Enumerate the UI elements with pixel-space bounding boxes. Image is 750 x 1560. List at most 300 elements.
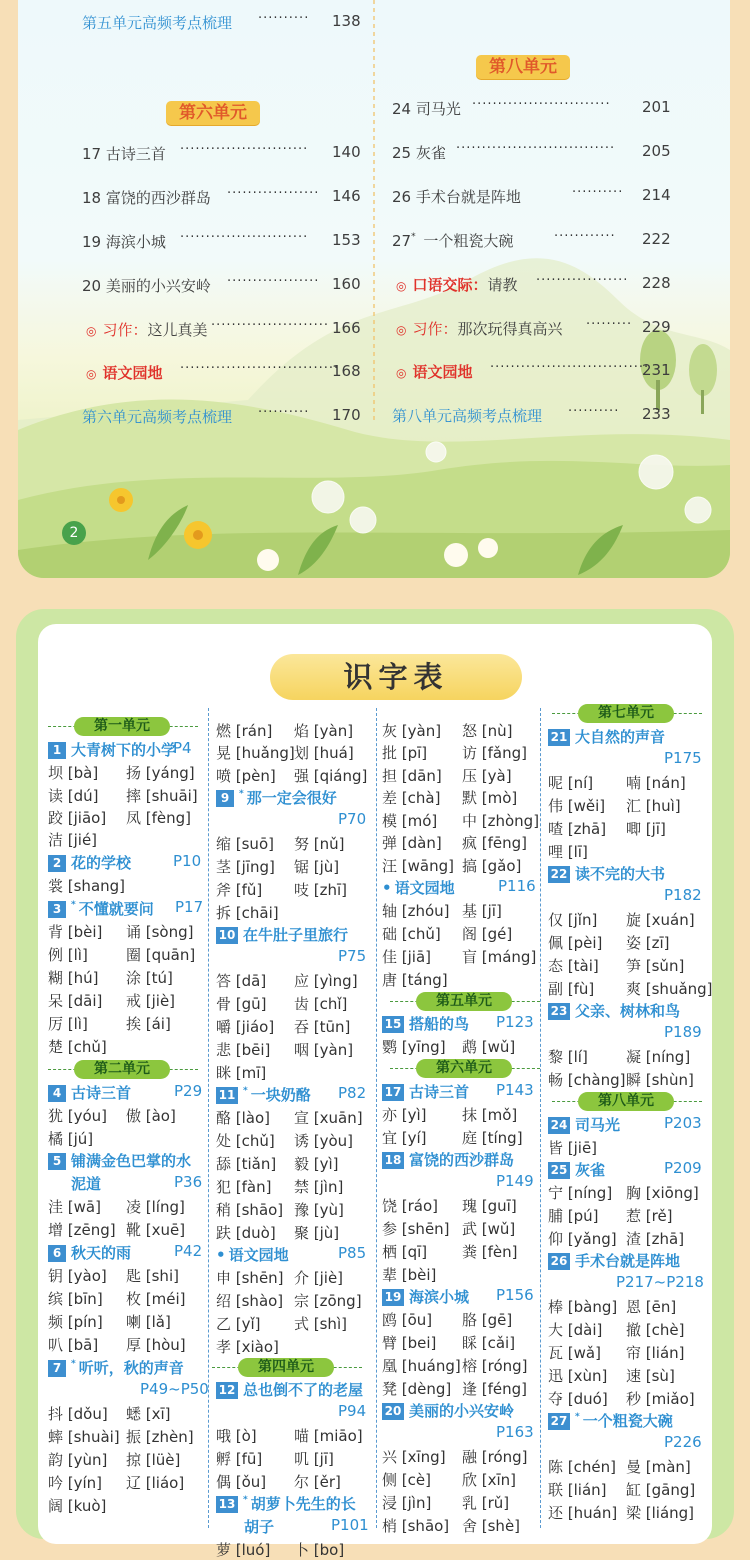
char-entry: 强 [qiáng] — [294, 767, 368, 785]
char-entry: 哩 [lī] — [548, 843, 588, 861]
lesson-number-badge: 21 — [548, 729, 570, 746]
char-entry: 黎 [lí] — [548, 1048, 588, 1066]
char-entry: 茎 [jīng] — [216, 858, 275, 876]
lesson-number-badge: 12 — [216, 1382, 238, 1399]
lesson-name: 手术台就是阵地 — [575, 1252, 681, 1270]
toc-line-label: 口语交际： — [412, 276, 488, 294]
char-entry: 笋 [sǔn] — [626, 957, 685, 975]
char-entry: 唐 [táng] — [382, 971, 448, 989]
lesson-number-badge: 9 — [216, 790, 234, 807]
page-number-badge: 2 — [62, 521, 86, 545]
lesson-number-badge: 11 — [216, 1087, 238, 1104]
char-entry: 洁 [jié] — [48, 831, 98, 849]
toc-page — [18, 0, 730, 578]
toc-line-label: 语文园地 — [412, 363, 473, 381]
toc-line-title: 第六单元高频考点梳理 — [82, 408, 233, 426]
char-entry: 还 [huán] — [548, 1504, 618, 1522]
lesson-title[interactable] — [48, 1242, 131, 1263]
char-entry: 帘 [lián] — [626, 1344, 685, 1362]
lesson-page-ref: P29 — [174, 1082, 203, 1100]
char-entry: 胸 [xiōng] — [626, 1184, 699, 1202]
char-entry: 批 [pī] — [382, 744, 428, 762]
toc-leader-dots: ·········· — [572, 185, 624, 200]
toc-line-title: 一个粗瓷大碗 — [423, 232, 514, 250]
lesson-page-ref: P4 — [173, 739, 192, 757]
char-entry: 默 [mò] — [462, 789, 518, 807]
char-entry: 毅 [yì] — [294, 1155, 339, 1173]
lesson-name: 美丽的小兴安岭 — [409, 1402, 515, 1420]
char-entry: 缩 [suō] — [216, 835, 274, 853]
char-entry: 式 [shì] — [294, 1315, 347, 1333]
char-entry: 糊 [hú] — [48, 969, 99, 987]
lesson-title[interactable] — [382, 1081, 469, 1102]
char-entry: 厉 [lì] — [48, 1015, 88, 1033]
lesson-name: 语文园地 — [394, 879, 455, 897]
lesson-title-cont: 泥道 — [71, 1175, 102, 1193]
char-entry: 戒 [jiè] — [126, 992, 176, 1010]
lesson-title[interactable] — [382, 877, 455, 898]
lesson-title[interactable] — [548, 1410, 673, 1431]
toc-leader-dots: ························· — [180, 142, 309, 157]
toc-line-lesson-20[interactable] — [82, 275, 382, 296]
char-entry: 吞 [tūn] — [294, 1018, 351, 1036]
toc-line-title: 20 美丽的小兴安岭 — [82, 277, 211, 295]
char-entry: 皆 [jiē] — [548, 1139, 598, 1157]
toc-line-page: 140 — [332, 143, 361, 161]
toc-leader-dots: ······················· — [211, 318, 330, 333]
toc-line-title: 那次玩得真高兴 — [457, 320, 563, 338]
lesson-page-ref: P226 — [664, 1433, 702, 1451]
lesson-name: 司马光 — [575, 1116, 621, 1134]
char-entry: 眯 [mī] — [216, 1064, 267, 1082]
char-entry: 孝 [xiào] — [216, 1338, 279, 1356]
char-entry: 申 [shēn] — [216, 1269, 284, 1287]
char-entry: 喳 [zhā] — [548, 820, 607, 838]
lesson-number-badge: 23 — [548, 1003, 570, 1020]
unit-heading-label: 第四单元 — [238, 1358, 334, 1377]
page-title: 识字表 — [343, 660, 449, 694]
toc-line-xizuo-8[interactable] — [396, 318, 692, 339]
char-entry: 梁 [liáng] — [626, 1504, 695, 1522]
toc-line-page: 170 — [332, 406, 361, 424]
char-entry: 蟀 [shuài] — [48, 1428, 120, 1446]
lesson-name: 那一定会很好 — [246, 789, 337, 807]
char-entry: 酪 [lào] — [216, 1109, 271, 1127]
char-entry: 鸥 [ōu] — [382, 1311, 433, 1329]
toc-line-lesson-19[interactable] — [82, 231, 382, 252]
lesson-title[interactable] — [548, 863, 665, 884]
char-entry: 坝 [bà] — [48, 764, 99, 782]
char-entry: 夺 [duó] — [548, 1390, 608, 1408]
char-entry: 棒 [bàng] — [548, 1298, 618, 1316]
lesson-number-badge: 24 — [548, 1117, 570, 1134]
toc-line-kouyu-8[interactable] — [396, 274, 692, 295]
char-entry: 瞬 [shùn] — [626, 1071, 694, 1089]
char-entry: 阁 [gé] — [462, 925, 513, 943]
lesson-title[interactable] — [216, 1244, 289, 1265]
lesson-page-ref: P85 — [338, 1244, 367, 1262]
lesson-page-ref: P163 — [496, 1423, 534, 1441]
char-entry: 枚 [méi] — [126, 1290, 186, 1308]
lesson-name: 海滨小城 — [409, 1288, 470, 1306]
lesson-number-badge: 20 — [382, 1403, 404, 1420]
lesson-title[interactable] — [48, 1357, 184, 1378]
lesson-page-ref: P82 — [338, 1084, 367, 1102]
toc-line-title: 25 灰雀 — [392, 144, 446, 162]
toc-line-title: 19 海滨小城 — [82, 233, 166, 251]
char-entry: 掠 [lüè] — [126, 1451, 181, 1469]
char-entry: 担 [dān] — [382, 767, 442, 785]
lesson-name: 胡萝卜先生的长 — [250, 1495, 356, 1513]
char-entry: 嚼 [jiáo] — [216, 1018, 275, 1036]
lesson-name: 古诗三首 — [409, 1083, 470, 1101]
toc-line-label: 习作： — [102, 321, 148, 339]
char-entry: 凤 [fèng] — [126, 809, 192, 827]
toc-line-page: 214 — [642, 186, 671, 204]
lesson-number-badge: 1 — [48, 742, 66, 759]
char-entry: 佩 [pèi] — [548, 934, 603, 952]
toc-leader-dots: ············ — [554, 229, 616, 244]
lesson-number-badge: 4 — [48, 1085, 66, 1102]
char-entry: 恩 [ēn] — [626, 1298, 677, 1316]
char-entry: 轴 [zhóu] — [382, 902, 450, 920]
lesson-title[interactable] — [216, 1084, 311, 1105]
column-divider — [376, 708, 377, 1528]
char-entry: 答 [dā] — [216, 972, 267, 990]
toc-line-page: 160 — [332, 275, 361, 293]
star-mark-icon: * — [71, 900, 76, 910]
star-mark-icon: * — [411, 232, 416, 242]
char-entry: 宜 [yí] — [382, 1129, 427, 1147]
unit-heading-label: 第二单元 — [74, 1060, 170, 1079]
char-entry: 撤 [chè] — [626, 1321, 685, 1339]
char-entry: 瑰 [guī] — [462, 1197, 517, 1215]
char-entry: 扬 [yáng] — [126, 764, 195, 782]
char-entry: 萝 [luó] — [216, 1541, 271, 1559]
ring-bullet-icon: ◎ — [396, 279, 407, 293]
lesson-page-ref: P217~P218 — [616, 1273, 704, 1291]
char-entry: 乳 [rǔ] — [462, 1494, 510, 1512]
lesson-name: 在牛肚子里旅行 — [243, 926, 349, 944]
lesson-title[interactable] — [48, 1082, 131, 1103]
char-entry: 仰 [yǎng] — [548, 1230, 617, 1248]
char-entry: 傲 [ào] — [126, 1107, 176, 1125]
char-entry: 汇 [huì] — [626, 797, 681, 815]
lesson-number-badge: 10 — [216, 927, 238, 944]
char-entry: 拆 [chāi] — [216, 904, 279, 922]
lesson-page-ref: P116 — [498, 877, 536, 895]
char-entry: 圈 [quān] — [126, 946, 196, 964]
char-entry: 禁 [jìn] — [294, 1178, 344, 1196]
toc-line-page: 201 — [642, 98, 671, 116]
lesson-name: 不懂就要问 — [78, 900, 154, 918]
lesson-title[interactable] — [48, 1150, 191, 1171]
unit-heading-label: 第一单元 — [74, 717, 170, 736]
char-entry: 凳 [dèng] — [382, 1380, 452, 1398]
lesson-title[interactable] — [548, 726, 665, 747]
char-entry: 频 [pín] — [48, 1313, 103, 1331]
char-entry: 舔 [tiǎn] — [216, 1155, 277, 1173]
char-entry: 吱 [zhī] — [294, 881, 348, 899]
char-entry: 挨 [ái] — [126, 1015, 171, 1033]
shizibiao-card — [38, 624, 713, 1559]
lesson-title[interactable] — [48, 852, 131, 873]
lesson-page-ref: P94 — [338, 1402, 367, 1420]
char-entry: 犹 [yóu] — [48, 1107, 108, 1125]
lesson-name: 铺满金色巴掌的水 — [71, 1152, 192, 1170]
lesson-title[interactable] — [382, 1013, 469, 1034]
char-entry: 渣 [zhā] — [626, 1230, 685, 1248]
char-entry: 洼 [wā] — [48, 1198, 101, 1216]
char-entry: 喃 [nán] — [626, 774, 686, 792]
bullet-dot-icon: • — [216, 1246, 226, 1264]
toc-leader-dots: ······························· — [490, 360, 650, 375]
lesson-name: 古诗三首 — [71, 1084, 132, 1102]
char-entry: 缸 [gāng] — [626, 1481, 696, 1499]
lesson-page-ref: P189 — [664, 1023, 702, 1041]
lesson-page-ref: P123 — [496, 1013, 534, 1031]
column-divider — [540, 708, 541, 1528]
toc-line-page: 231 — [642, 361, 671, 379]
toc-line-page: 233 — [642, 405, 671, 423]
lesson-name: 搭船的鸟 — [409, 1015, 470, 1033]
lesson-name: 大青树下的小学 — [71, 741, 177, 759]
unit-heading — [390, 992, 538, 1012]
unit-heading-label: 第八单元 — [578, 1092, 674, 1111]
bullet-dot-icon: • — [382, 879, 392, 897]
lesson-page-ref: P149 — [496, 1172, 534, 1190]
unit-heading — [212, 1358, 360, 1378]
toc-line-page: 166 — [332, 319, 361, 337]
unit-heading-label: 第六单元 — [416, 1059, 512, 1078]
char-entry: 凝 [níng] — [626, 1048, 691, 1066]
toc-line-title: 第八单元高频考点梳理 — [392, 407, 543, 425]
toc-line-lesson-24[interactable] — [392, 98, 692, 119]
lesson-title[interactable] — [382, 1400, 514, 1421]
char-entry: 摔 [shuāi] — [126, 787, 198, 805]
lesson-name: 一块奶酪 — [250, 1086, 311, 1104]
ring-bullet-icon: ◎ — [396, 366, 407, 380]
char-entry: 呢 [ní] — [548, 774, 594, 792]
char-entry: 饶 [ráo] — [382, 1197, 439, 1215]
char-entry: 侧 [cè] — [382, 1471, 431, 1489]
lesson-title[interactable] — [216, 1379, 363, 1400]
char-entry: 怒 [nù] — [462, 722, 513, 740]
unit-heading — [48, 717, 196, 737]
lesson-name: 读不完的大书 — [575, 865, 666, 883]
toc-line-page: 229 — [642, 318, 671, 336]
char-entry: 梢 [shāo] — [382, 1517, 450, 1535]
char-entry: 凰 [huáng] — [382, 1357, 461, 1375]
lesson-title[interactable] — [382, 1286, 469, 1307]
lesson-name: 花的学校 — [71, 854, 132, 872]
lesson-title[interactable] — [548, 1159, 605, 1180]
lesson-page-ref: P36 — [174, 1173, 203, 1191]
toc-leader-dots: ·················· — [227, 186, 320, 201]
lesson-number-badge: 18 — [382, 1152, 404, 1169]
lesson-name: 总也倒不了的老屋 — [243, 1381, 364, 1399]
lesson-page-ref: P101 — [331, 1516, 369, 1534]
lesson-page-ref: P49~P50 — [140, 1380, 209, 1398]
char-entry: 处 [chǔ] — [216, 1132, 275, 1150]
lesson-title[interactable] — [216, 924, 348, 945]
char-entry: 匙 [shi] — [126, 1267, 179, 1285]
char-entry: 栖 [qī] — [382, 1243, 428, 1261]
char-entry: 蟋 [xī] — [126, 1405, 171, 1423]
char-entry: 融 [róng] — [462, 1448, 528, 1466]
star-mark-icon: * — [243, 1495, 248, 1505]
char-entry: 抖 [dǒu] — [48, 1405, 108, 1423]
char-entry: 参 [shēn] — [382, 1220, 450, 1238]
char-entry: 姿 [zī] — [626, 934, 670, 952]
toc-line-summary-unit5[interactable] — [82, 12, 382, 33]
char-entry: 锯 [jù] — [294, 858, 340, 876]
char-entry: 齿 [chǐ] — [294, 995, 348, 1013]
char-entry: 稍 [shāo] — [216, 1201, 284, 1219]
char-entry: 搞 [gǎo] — [462, 857, 522, 875]
char-entry: 速 [sù] — [626, 1367, 675, 1385]
char-entry: 卜 [bo] — [294, 1541, 345, 1559]
char-entry: 努 [nǔ] — [294, 835, 345, 853]
toc-line-lesson-26[interactable] — [392, 186, 692, 207]
toc-line-label: 语文园地 — [102, 364, 163, 382]
char-entry: 欣 [xīn] — [462, 1471, 517, 1489]
toc-line-page: 146 — [332, 187, 361, 205]
char-entry: 骨 [gū] — [216, 995, 267, 1013]
char-entry: 联 [lián] — [548, 1481, 607, 1499]
lesson-page-ref: P143 — [496, 1081, 534, 1099]
lesson-title[interactable] — [48, 739, 176, 760]
lesson-page-ref: P75 — [338, 947, 367, 965]
char-entry: 胳 [gē] — [462, 1311, 513, 1329]
char-entry: 差 [chà] — [382, 789, 441, 807]
char-entry: 裳 [shang] — [48, 877, 126, 895]
lesson-number-badge: 15 — [382, 1016, 404, 1033]
char-entry: 兴 [xīng] — [382, 1448, 446, 1466]
ring-bullet-icon: ◎ — [86, 324, 97, 338]
unit-heading — [552, 704, 700, 724]
toc-line-summary-unit6[interactable] — [82, 406, 382, 427]
char-entry: 读 [dú] — [48, 787, 99, 805]
lesson-number-badge: 27 — [548, 1413, 570, 1430]
char-entry: 中 [zhòng] — [462, 812, 540, 830]
lesson-number-badge: 6 — [48, 1245, 66, 1262]
toc-line-yuandi-8[interactable] — [396, 361, 692, 382]
lesson-title[interactable] — [382, 1149, 514, 1170]
toc-leader-dots: ··························· — [472, 97, 611, 112]
toc-line-title: 17 古诗三首 — [82, 145, 166, 163]
lesson-title[interactable] — [48, 898, 154, 919]
char-entry: 基 [jī] — [462, 902, 502, 920]
ring-bullet-icon: ◎ — [86, 367, 97, 381]
char-entry: 应 [yìng] — [294, 972, 358, 990]
toc-unit-heading-6: 第六单元 — [166, 101, 260, 125]
toc-line-xizuo-6[interactable] — [86, 319, 382, 340]
toc-line-title: 24 司马光 — [392, 100, 461, 118]
char-entry: 焰 [yàn] — [294, 722, 354, 740]
char-entry: 大 [dài] — [548, 1321, 603, 1339]
ring-bullet-icon: ◎ — [396, 323, 407, 337]
lesson-title-cont: 胡子 — [244, 1518, 275, 1536]
lesson-page-ref: P156 — [496, 1286, 534, 1304]
char-entry: 秒 [miǎo] — [626, 1390, 695, 1408]
toc-leader-dots: ·················· — [536, 273, 629, 288]
lesson-title[interactable] — [216, 787, 337, 808]
toc-line-page: 138 — [332, 12, 361, 30]
toc-leader-dots: ······························· — [456, 141, 616, 156]
char-entry: 涂 [tú] — [126, 969, 173, 987]
lesson-page-ref: P182 — [664, 886, 702, 904]
toc-leader-dots: ······························· — [180, 361, 340, 376]
lesson-title[interactable] — [548, 1000, 680, 1021]
toc-line-lesson-18[interactable] — [82, 187, 382, 208]
toc-line-page: 205 — [642, 142, 671, 160]
lesson-title[interactable] — [548, 1250, 680, 1271]
char-entry: 亦 [yì] — [382, 1106, 427, 1124]
char-entry: 增 [zēng] — [48, 1221, 116, 1239]
lesson-page-ref: P10 — [173, 852, 202, 870]
unit-heading — [390, 1059, 538, 1079]
star-mark-icon: * — [71, 1359, 76, 1369]
lesson-number-badge: 13 — [216, 1496, 238, 1513]
char-entry: 舍 [shè] — [462, 1517, 521, 1535]
char-entry: 灰 [yàn] — [382, 722, 442, 740]
toc-leader-dots: ········· — [586, 317, 633, 332]
lesson-page-ref: P209 — [664, 1159, 702, 1177]
toc-line-summary-unit8[interactable] — [392, 405, 692, 426]
char-entry: 橘 [jú] — [48, 1130, 94, 1148]
char-entry: 哦 [ò] — [216, 1427, 257, 1445]
char-entry: 靴 [xuē] — [126, 1221, 186, 1239]
char-entry: 宗 [zōng] — [294, 1292, 362, 1310]
char-entry: 咽 [yàn] — [294, 1041, 354, 1059]
char-entry: 辽 [liáo] — [126, 1474, 185, 1492]
char-entry: 浸 [jìn] — [382, 1494, 432, 1512]
column-divider — [208, 708, 209, 1528]
char-entry: 跤 [jiāo] — [48, 809, 107, 827]
char-entry: 旋 [xuán] — [626, 911, 695, 929]
char-entry: 喵 [miāo] — [294, 1427, 363, 1445]
char-entry: 粪 [fèn] — [462, 1243, 518, 1261]
toc-line-lesson-27[interactable] — [392, 230, 692, 251]
toc-line-label: 习作： — [412, 320, 458, 338]
char-entry: 访 [fǎng] — [462, 744, 527, 762]
lesson-name: 灰雀 — [575, 1161, 606, 1179]
char-entry: 汪 [wāng] — [382, 857, 454, 875]
char-entry: 诱 [yòu] — [294, 1132, 354, 1150]
char-entry: 鹉 [wǔ] — [462, 1038, 516, 1056]
char-entry: 悲 [bēi] — [216, 1041, 271, 1059]
char-entry: 榕 [róng] — [462, 1357, 528, 1375]
char-entry: 尔 [ěr] — [294, 1473, 341, 1491]
char-entry: 弹 [dàn] — [382, 834, 442, 852]
toc-line-yuandi-6[interactable] — [86, 362, 382, 383]
char-entry: 抹 [mǒ] — [462, 1106, 518, 1124]
toc-line-lesson-17[interactable] — [82, 143, 382, 164]
lesson-title[interactable] — [216, 1493, 356, 1514]
lesson-title[interactable] — [548, 1114, 620, 1135]
lesson-number-badge: 2 — [48, 855, 66, 872]
toc-line-lesson-25[interactable] — [392, 142, 692, 163]
char-entry: 豫 [yù] — [294, 1201, 344, 1219]
star-mark-icon: * — [239, 789, 244, 799]
char-entry: 压 [yà] — [462, 767, 512, 785]
char-entry: 武 [wǔ] — [462, 1220, 516, 1238]
lesson-name: 富饶的西沙群岛 — [409, 1151, 515, 1169]
char-entry: 仅 [jǐn] — [548, 911, 598, 929]
toc-line-page: 168 — [332, 362, 361, 380]
char-entry: 振 [zhèn] — [126, 1428, 194, 1446]
